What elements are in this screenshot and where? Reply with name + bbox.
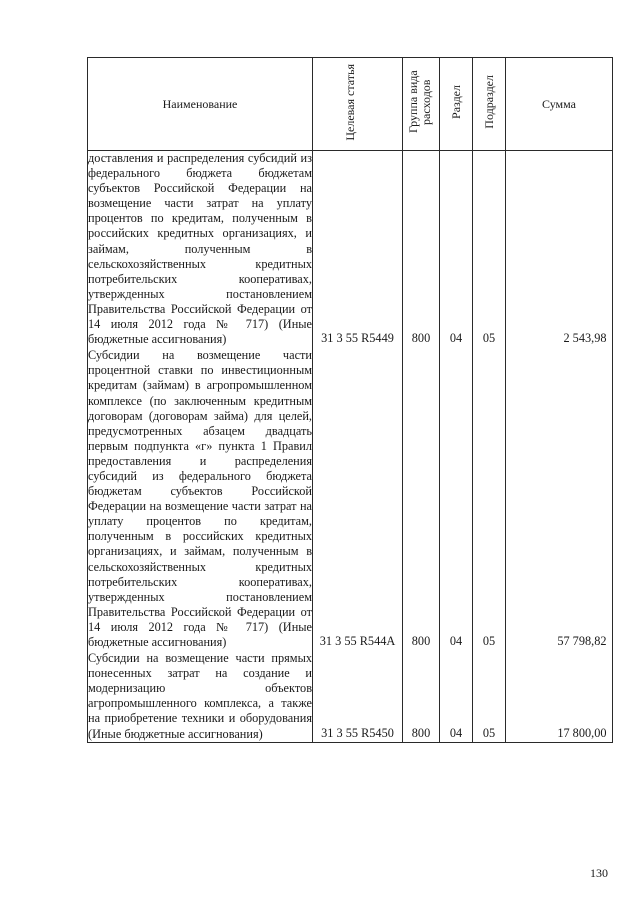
row-3-group: 800 <box>411 725 431 740</box>
row-2-code: 31 3 55 R544A <box>319 634 396 649</box>
row-amounts <box>506 151 613 743</box>
header-amount: Сумма <box>506 58 613 151</box>
row-2-section: 04 <box>449 634 463 649</box>
header-subsection: Подраздел <box>473 58 506 151</box>
row-1-amount: 2 543,98 <box>563 331 607 346</box>
row-3-subsection: 05 <box>482 725 496 740</box>
row-1-group: 800 <box>411 331 431 346</box>
row-3-code: 31 3 55 R5450 <box>321 725 394 740</box>
row-1-subsection: 05 <box>482 331 496 346</box>
table-header-row <box>88 58 613 151</box>
row-2-amount: 57 798,82 <box>557 634 607 649</box>
header-section: Раздел <box>440 58 473 151</box>
row-group-codes <box>403 151 440 743</box>
row-1-section: 04 <box>449 331 463 346</box>
row-2-group: 800 <box>411 634 431 649</box>
table-row <box>88 151 613 743</box>
entry-2-text: Субсидии на возмещение части процентной ставки по инвестиционным кредитам (займам) в агропромышленном комплексе (по заключенным кредитным договорам (договорам займа) для целей, предусмотренных абзацем двадцать первым подпункта «г» пункта 1 Правил предоставления и распределения субсидий из федерального бюджета бюджетам субъектов Российской Федерации на возмещение части затрат на уплату процентов по кредитам, полученным в российских кредитных организациях, и займам, полученным в сельскохозяйственных кредитных потребительских кооперативах, утвержденных постановлением Правительства Российской Федерации от 14 июля 2012 года № 717) (Иные бюджетные ассигнования) <box>88 348 312 649</box>
row-1-code: 31 3 55 R5449 <box>321 331 394 346</box>
row-subsection-codes <box>473 151 506 743</box>
header-target: Целевая статья <box>313 58 403 151</box>
row-target-codes <box>313 151 403 743</box>
row-3-amount: 17 800,00 <box>557 725 607 740</box>
page-number: 130 <box>590 866 608 880</box>
row-description <box>88 151 313 743</box>
entry-3-text: Субсидии на возмещение части прямых понесенных затрат на создание и модернизацию объектов агропромышленного комплекса, а также на приобретение техники и оборудования (Иные бюджетные ассигнования) <box>88 651 312 741</box>
entry-1-text: доставления и распределения субсидий из федерального бюджета бюджетам субъектов Российской Федерации на возмещение части затрат на уплату процентов по кредитам, полученным в российских кредитных организациях, и займам, полученным в сельскохозяйственных кредитных потребительских кооперативах, утвержденных постановлением Правительства Российской Федерации от 14 июля 2012 года № 717) (Иные бюджетные ассигнования) <box>88 151 312 347</box>
header-group: Группа вида расходов <box>403 58 440 151</box>
header-name: Наименование <box>88 58 313 151</box>
row-3-section: 04 <box>449 725 463 740</box>
row-section-codes <box>440 151 473 743</box>
row-2-subsection: 05 <box>482 634 496 649</box>
